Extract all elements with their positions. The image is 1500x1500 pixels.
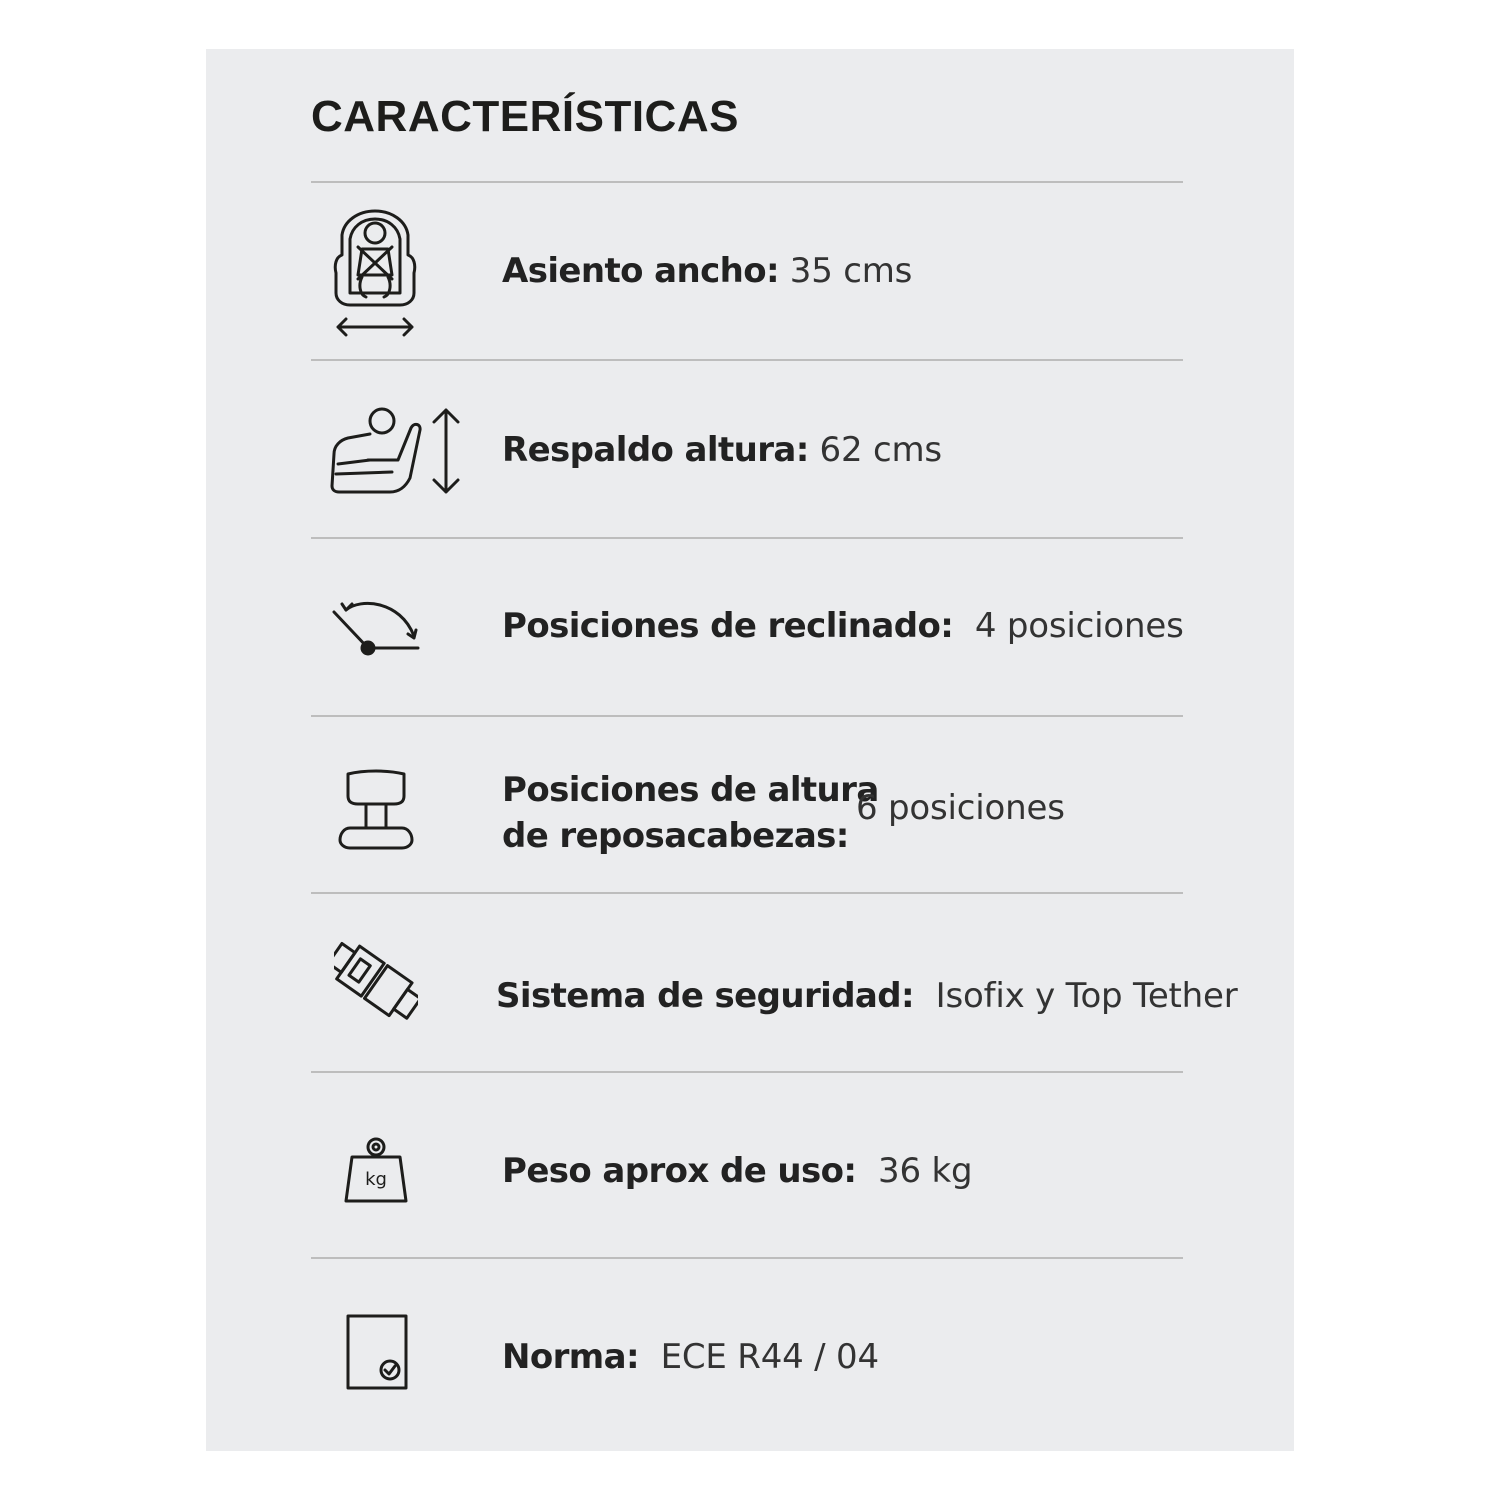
divider [311,537,1183,539]
recline-angle-icon [330,598,426,660]
feature-value: 6 posiciones [856,788,1065,828]
feature-row-seat-width [502,251,912,292]
feature-label-line: de reposacabezas: [502,816,849,856]
feature-row-weight [502,1151,972,1192]
feature-value: 35 cms [789,251,913,291]
backrest-height-icon [326,404,464,498]
feature-label: Sistema de seguridad: [496,976,915,1016]
divider [311,715,1183,717]
certified-document-icon [344,1312,410,1392]
divider [311,1257,1183,1259]
feature-value: 62 cms [819,430,942,470]
feature-row-norma [502,1337,879,1378]
feature-value: Isofix y Top Tether [935,976,1238,1016]
feature-label: Asiento ancho: [502,251,779,291]
feature-value: 36 kg [878,1151,973,1191]
feature-label: Respaldo altura: [502,430,809,470]
divider [311,892,1183,894]
feature-label-headrest [502,767,879,859]
divider [311,181,1183,183]
divider [311,1071,1183,1073]
divider [311,359,1183,361]
feature-value: 4 posiciones [974,606,1184,646]
seatbelt-buckle-icon [334,936,418,1028]
feature-row-recline [502,606,1184,647]
weight-unit-label: kg [365,1169,387,1190]
feature-label: Peso aprox de uso: [502,1151,857,1191]
feature-row-backrest [502,430,942,471]
feature-value: ECE R44 / 04 [660,1337,879,1377]
feature-label-line: Posiciones de altura [502,770,879,810]
section-title: CARACTERÍSTICAS [311,92,739,141]
child-seat-width-icon [330,205,420,345]
weight-kg-icon [342,1137,410,1205]
feature-label: Posiciones de reclinado: [502,606,954,646]
feature-label: Norma: [502,1337,639,1377]
headrest-icon [336,768,416,852]
feature-row-safety [496,976,1238,1017]
